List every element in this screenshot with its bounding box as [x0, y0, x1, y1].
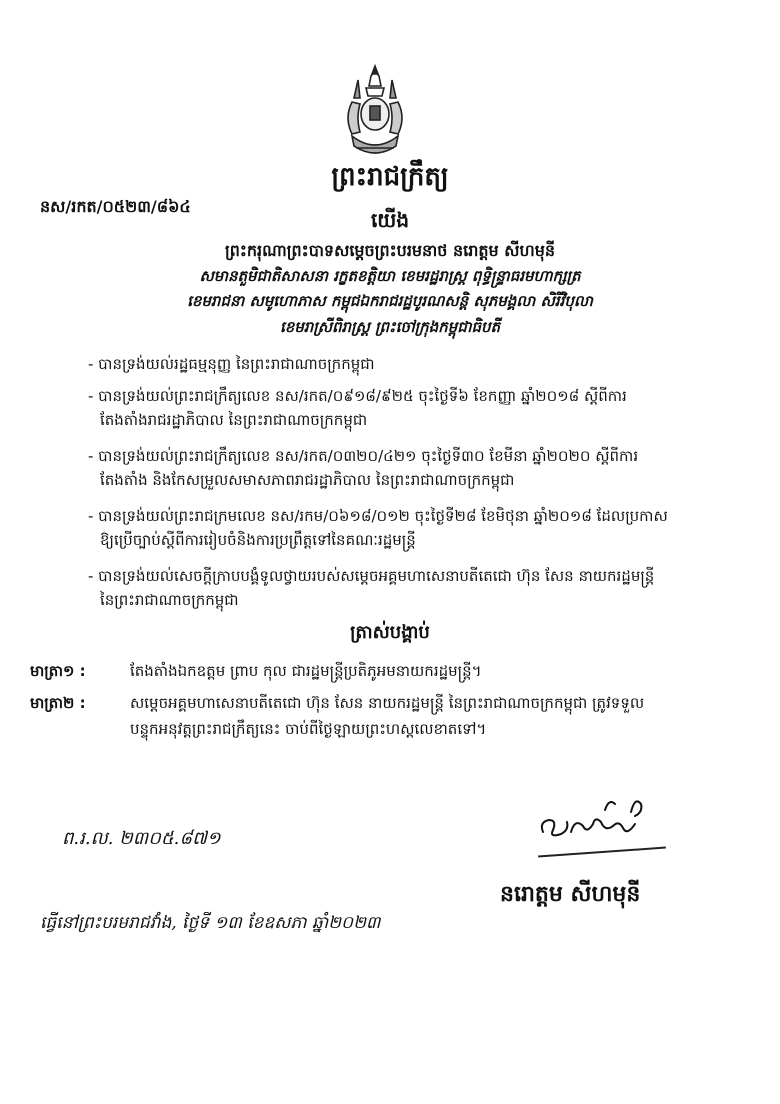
visa-text: - បានទ្រង់យល់ព្រះរាជក្រមលេខ នស/រកម/០៦១៨/០១២ ចុះថ្ងៃទី២៨ ខែមិថុនា ឆ្នាំ២០១៨ ដែលប្រកាស	[88, 507, 668, 525]
visa-text: - បានទ្រង់យល់រដ្ឋធម្មនុញ្ញ នៃព្រះរាជាណាចក្រកម្ពុជា	[88, 355, 375, 373]
handwritten-signature	[535, 782, 655, 852]
visa-text: - បានទ្រង់យល់សេចក្តីក្រាបបង្គំទូលថ្វាយរបស់សម្តេចអគ្គមហាសេនាបតីតេជោ ហ៊ុន សែន នាយករដ្ឋមន្ត្រី	[88, 567, 655, 585]
article-2	[30, 690, 750, 742]
signer-name: នរោត្តម សីហមុនី	[500, 882, 641, 907]
place-and-date: ធ្វើនៅព្រះបរមរាជវាំង, ថ្ងៃទី ១៣ ខែឧសភា ឆ្នាំ២០២៣	[40, 913, 381, 933]
visa-text-continued: តែងតាំងរាជរដ្ឋាភិបាល នៃព្រះរាជាណាចក្រកម្ពុជា	[100, 411, 368, 429]
royal-title-line-1: សមានតួមិជាតិសាសនា រក្ខតខត្តិយា ខេមរដ្ឋរាស្ត្រ ពុទ្ធិន្ទ្រាធរមហាក្សត្រ	[199, 267, 581, 285]
royal-coat-of-arms-icon	[338, 62, 412, 158]
reference-number: នស/រកត/០៥២៣/៨៦៤	[40, 197, 191, 216]
visa-item	[88, 504, 728, 552]
visa-text: - បានទ្រង់យល់ព្រះរាជក្រឹត្យលេខ នស/រកត/០៩១៨/៩២៥ ចុះថ្ងៃទី៦ ខែកញ្ញា ឆ្នាំ២០១៨ ស្តីពីការ	[88, 387, 627, 405]
article-1	[30, 658, 750, 684]
article-text-continued: បន្ទុកអនុវត្តព្រះរាជក្រឹត្យនេះ ចាប់ពីថ្ងៃឡាយព្រះហស្តលេខាតទៅ។	[130, 720, 487, 738]
visa-item	[88, 352, 728, 376]
article-label: មាត្រា១ :	[30, 662, 86, 680]
royal-name-line: ព្រះករុណាព្រះបាទសម្តេចព្រះបរមនាថ នរោត្តម សីហមុនី	[224, 241, 556, 260]
visa-item	[88, 384, 728, 432]
decision-heading: ត្រាស់បង្គាប់	[350, 622, 430, 643]
royal-title-line-3: ខេមរាស្រីពិរាស្ត្រ ព្រះចៅក្រុងកម្ពុជាធិបតី	[279, 318, 501, 336]
visa-text-continued: នៃព្រះរាជាណាចក្រកម្ពុជា	[100, 591, 239, 609]
article-text: សម្តេចអគ្គមហាសេនាបតីតេជោ ហ៊ុន សែន នាយករដ្ឋមន្ត្រី នៃព្រះរាជាណាចក្រកម្ពុជា ត្រូវទទួល	[130, 694, 645, 712]
visa-item	[88, 564, 728, 612]
visa-text: - បានទ្រង់យល់ព្រះរាជក្រឹត្យលេខ នស/រកត/០៣២០/៤២១ ចុះថ្ងៃទី៣០ ខែមីនា ឆ្នាំ២០២០ ស្តីពីការ	[88, 447, 639, 465]
article-text: តែងតាំងឯកឧត្តម ព្រាប កុល ជារដ្ឋមន្ត្រីប្រតិភូអមនាយករដ្ឋមន្ត្រី។	[130, 662, 482, 680]
visa-text-continued: តែងតាំង និងកែសម្រួលសមាសភាពរាជរដ្ឋាភិបាល នៃព្រះរាជាណាចក្រកម្ពុជា	[100, 471, 515, 489]
visa-text-continued: ឱ្យប្រើច្បាប់ស្តីពីការរៀបចំនិងការប្រព្រឹត្តទៅនៃគណៈរដ្ឋមន្ត្រី	[100, 531, 416, 549]
visa-item	[88, 444, 728, 492]
handwritten-reference: ព.រ.ល. ២៣០៥.៨៧១	[62, 828, 221, 849]
royal-title-line-2: ខេមរាជនា សមូហោភាស កម្ពុជឯករាជរដ្ឋបូរណសន្តិ សុភមង្គលា សិរីវិបុលា	[187, 292, 593, 310]
seen-heading: យើង	[370, 208, 410, 232]
document-title: ព្រះរាជក្រឹត្យ	[331, 162, 449, 192]
article-label: មាត្រា២ :	[30, 694, 86, 712]
